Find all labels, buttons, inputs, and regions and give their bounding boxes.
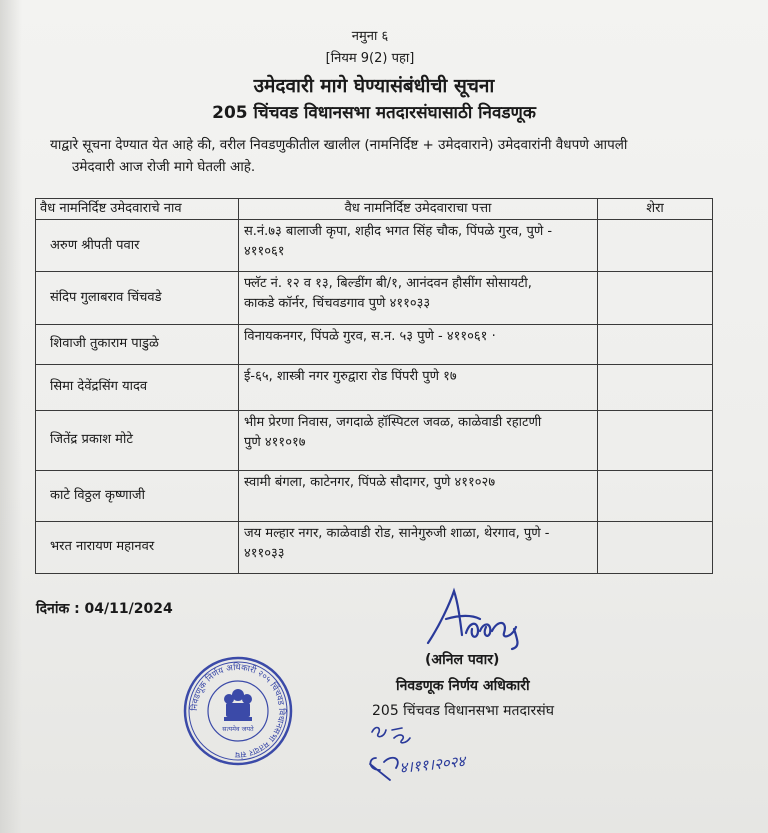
table-row [36,364,713,410]
candidate-address [239,521,598,573]
remark-cell [598,272,713,324]
address-line-2: ४११०३३ [244,545,285,561]
candidate-name: काटे विठ्ठल कृष्णाजी [36,471,239,521]
address-line-1: विनायकनगर, पिंपळे गुरव, स.न. ५३ पुणे - ४११०६१ · [244,328,496,344]
intro-paragraph [50,134,710,178]
address-line-2: ४११०६१ [244,244,285,259]
intro-line-2: उमेदवारी आज रोजी मागे घेतली आहे. [72,159,256,175]
candidate-name: अरुण श्रीपती पवार [36,220,239,272]
seal-outer-text: निवडणूक निर्णय अधिकारी २०५ चिंचवड विधानसभा मतदार संघ [189,662,287,760]
intro-line-1: याद्वारे सूचना देण्यात येत आहे की, वरील निवडणुकीतील खालील (नामनिर्दिष्ट + उमेदवाराने) उमेदवारांनी वैधपणे आपली [50,137,628,153]
table-row [36,410,713,471]
address-line-1: जय मल्हार नगर, काळेवाडी रोड, सानेगुरुजी शाळा, थेरगाव, पुणे - [244,525,550,541]
remark-cell [598,471,713,521]
handwritten-date: ४।११।२०२४ [398,752,467,777]
remark-cell [598,220,713,272]
election-subtitle: 205 चिंचवड विधानसभा मतदारसंघासाठी निवडणूक [212,103,536,123]
address-line-2: काकडे कॉर्नर, चिंचवडगाव पुणे ४११०३३ [244,296,431,312]
column-header-remark: शेरा [598,199,713,220]
rule-reference: [नियम 9(2) पहा] [325,51,415,66]
candidate-address [239,471,598,521]
seal-motto: सत्यमेव जयते [222,725,254,733]
candidate-name: जितेंद्र प्रकाश मोटे [36,410,239,471]
column-header-name: वैध नामनिर्दिष्ट उमेदवाराचे नाव [36,199,239,220]
address-line-1: ई-६५, शास्त्री नगर गुरुद्वारा रोड पिंपरी पुणे १७ [244,368,457,384]
withdrawn-candidates-table [35,198,713,574]
candidate-name: सिमा देवेंद्रसिंग यादव [36,364,239,410]
handwritten-initials-date [362,718,482,788]
address-line-1: स्वामी बंगला, काटेनगर, पिंपळे सौदागर, पुणे ४११०२७ [244,475,496,491]
candidate-name: शिवाजी तुकाराम पाडुळे [36,324,239,364]
remark-cell [598,364,713,410]
officer-name: (अनिल पवार) [425,652,500,668]
address-line-1: स.नं.७३ बालाजी कृपा, शहीद भगत सिंह चौक, पिंपळे गुरव, पुणे - [244,224,553,239]
remark-cell [598,324,713,364]
address-line-1: फ्लॅट नं. १२ व १३, बिल्डींग बी/१, आनंदवन हौसींग सोसायटी, [244,276,532,292]
table-row [36,324,713,364]
remark-cell [598,521,713,573]
candidate-address [239,410,598,471]
column-header-address: वैध नामनिर्दिष्ट उमेदवाराचा पत्ता [239,199,598,220]
table-row [36,471,713,521]
table-row [36,521,713,573]
table-row [36,272,713,324]
candidate-name: भरत नारायण महानवर [36,521,239,573]
candidate-address [239,220,598,272]
form-number: नमुना ६ [351,29,389,44]
table-row [36,220,713,272]
address-line-2: पुणे ४११०१७ [244,434,306,450]
candidate-name: संदिप गुलाबराव चिंचवडे [36,272,239,324]
officer-constituency: 205 चिंचवड विधानसभा मतदारसंघ [372,703,554,719]
officer-signature [420,585,540,651]
candidate-address [239,324,598,364]
official-seal-stamp [182,655,294,767]
notice-title: उमेदवारी मागे घेण्यासंबंधीची सूचना [253,75,495,97]
emblem-icon [224,689,252,721]
candidate-address [239,364,598,410]
address-line-1: भीम प्रेरणा निवास, जगदाळे हॉस्पिटल जवळ, काळेवाडी रहाटणी [244,414,542,430]
officer-title: निवडणूक निर्णय अधिकारी [396,678,530,694]
remark-cell [598,410,713,471]
table-header-row [36,199,713,220]
notice-date: दिनांक : 04/11/2024 [36,601,173,617]
candidate-address [239,272,598,324]
